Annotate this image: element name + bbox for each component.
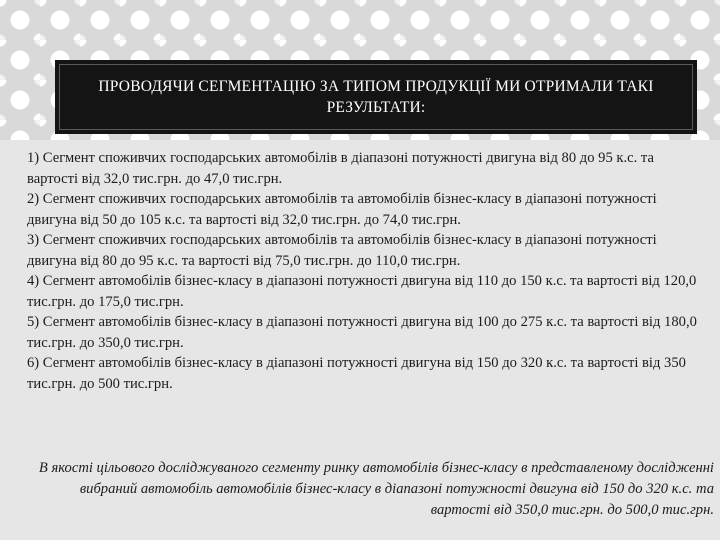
segment-list bbox=[27, 148, 697, 394]
segment-item-1: 1) Сегмент споживчих господарських автомобілів в діапазоні потужності двигуна від 80 до 95 к.с. та вартості від 32,0 тис.грн. до 47,0 тис.грн. bbox=[27, 150, 654, 187]
segment-item-6: 6) Сегмент автомобілів бізнес-класу в діапазоні потужності двигуна від 150 до 320 к.с. та вартості від 350 тис.грн. до 500 тис.грн. bbox=[27, 355, 686, 392]
segment-item-4: 4) Сегмент автомобілів бізнес-класу в діапазоні потужності двигуна від 110 до 150 к.с. та вартості від 120,0 тис.грн. до 175,0 тис.грн. bbox=[27, 273, 697, 310]
slide-title: ПРОВОДЯЧИ СЕГМЕНТАЦІЮ ЗА ТИПОМ ПРОДУКЦІЇ МИ ОТРИМАЛИ ТАКІ РЕЗУЛЬТАТИ: bbox=[98, 78, 654, 116]
conclusion-note: В якості цільового досліджуваного сегменту ринку автомобілів бізнес-класу в представленому дослідженні вибраний автомобіль автомобілів бізнес-класу в діапазоні потужності двигуна від 150 до 320 к.с. та вартості від 350,0 тис.грн. до 500,0 тис.грн. bbox=[38, 460, 714, 518]
title-banner bbox=[55, 60, 697, 134]
segment-item-2: 2) Сегмент споживчих господарських автомобілів та автомобілів бізнес-класу в діапазоні потужності двигуна від 50 до 105 к.с. та вартості від 32,0 тис.грн. до 74,0 тис.грн. bbox=[27, 191, 657, 228]
segment-item-3: 3) Сегмент споживчих господарських автомобілів та автомобілів бізнес-класу в діапазоні потужності двигуна від 80 до 95 к.с. та вартості від 75,0 тис.грн. до 110,0 тис.грн. bbox=[27, 232, 657, 269]
segment-item-5: 5) Сегмент автомобілів бізнес-класу в діапазоні потужності двигуна від 100 до 275 к.с. та вартості від 180,0 тис.грн. до 350,0 тис.грн. bbox=[27, 314, 697, 351]
